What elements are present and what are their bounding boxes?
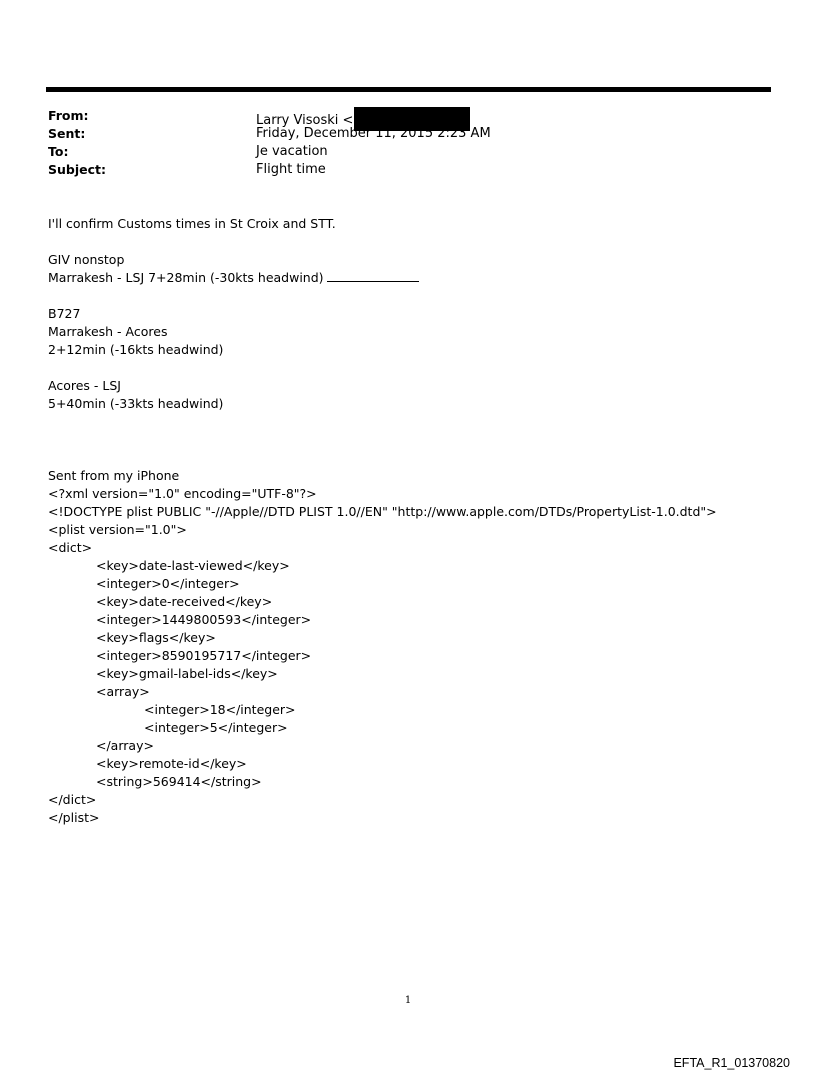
plist-xml-declaration: <?xml version="1.0" encoding="UTF-8"?>	[48, 486, 317, 501]
array-integer: <integer>5</integer>	[144, 720, 288, 735]
plist-open-tag: <plist version="1.0">	[48, 522, 187, 537]
plist-integer: <integer>1449800593</integer>	[96, 612, 312, 627]
subject-value: Flight time	[256, 162, 326, 177]
dict-open-tag: <dict>	[48, 540, 93, 555]
signature: Sent from my iPhone	[48, 468, 180, 483]
email-body	[48, 215, 768, 827]
plist-key: <key>remote-id</key>	[96, 756, 247, 771]
to-value: Je vacation	[256, 144, 328, 159]
plist-key: <key>flags</key>	[96, 630, 216, 645]
array-close-tag: </array>	[96, 738, 154, 753]
array-integer: <integer>18</integer>	[144, 702, 296, 717]
to-label: To:	[48, 144, 69, 159]
page-number: 1	[404, 995, 412, 1006]
plist-key: <key>date-last-viewed</key>	[96, 558, 290, 573]
sent-value: Friday, December 11, 2015 2:23 AM	[256, 126, 491, 141]
plist-integer: <integer>0</integer>	[96, 576, 240, 591]
from-label: From:	[48, 108, 89, 123]
b727-leg2: Acores - LSJ	[48, 378, 121, 393]
plist-close-tag: </plist>	[48, 810, 100, 825]
plist-key: <key>date-received</key>	[96, 594, 273, 609]
giv-title: GIV nonstop	[48, 252, 125, 267]
customs-line: I'll confirm Customs times in St Croix and STT.	[48, 216, 336, 231]
giv-route: Marrakesh - LSJ 7+28min (-30kts headwind)	[48, 270, 324, 285]
plist-string: <string>569414</string>	[96, 774, 262, 789]
fill-in-blank	[327, 269, 419, 282]
b727-leg1: Marrakesh - Acores	[48, 324, 168, 339]
document-id: EFTA_R1_01370820	[673, 1056, 790, 1070]
from-row	[48, 107, 728, 128]
sender-name: Larry Visoski <	[256, 113, 354, 128]
plist-integer: <integer>8590195717</integer>	[96, 648, 312, 663]
b727-title: B727	[48, 306, 81, 321]
sent-row	[48, 125, 728, 143]
sent-label: Sent:	[48, 126, 86, 141]
array-open-tag: <array>	[96, 684, 150, 699]
subject-row	[48, 161, 728, 179]
giv-route-line	[48, 269, 768, 287]
subject-label: Subject:	[48, 162, 106, 177]
email-header	[48, 107, 728, 179]
b727-leg2-time: 5+40min (-33kts headwind)	[48, 396, 224, 411]
header-rule	[46, 87, 771, 92]
to-row	[48, 143, 728, 161]
dict-close-tag: </dict>	[48, 792, 97, 807]
plist-doctype: <!DOCTYPE plist PUBLIC "-//Apple//DTD PLIST 1.0//EN" "http://www.apple.com/DTDs/PropertyList-1.0.dtd">	[48, 504, 717, 519]
b727-leg1-time: 2+12min (-16kts headwind)	[48, 342, 224, 357]
plist-key: <key>gmail-label-ids</key>	[96, 666, 278, 681]
